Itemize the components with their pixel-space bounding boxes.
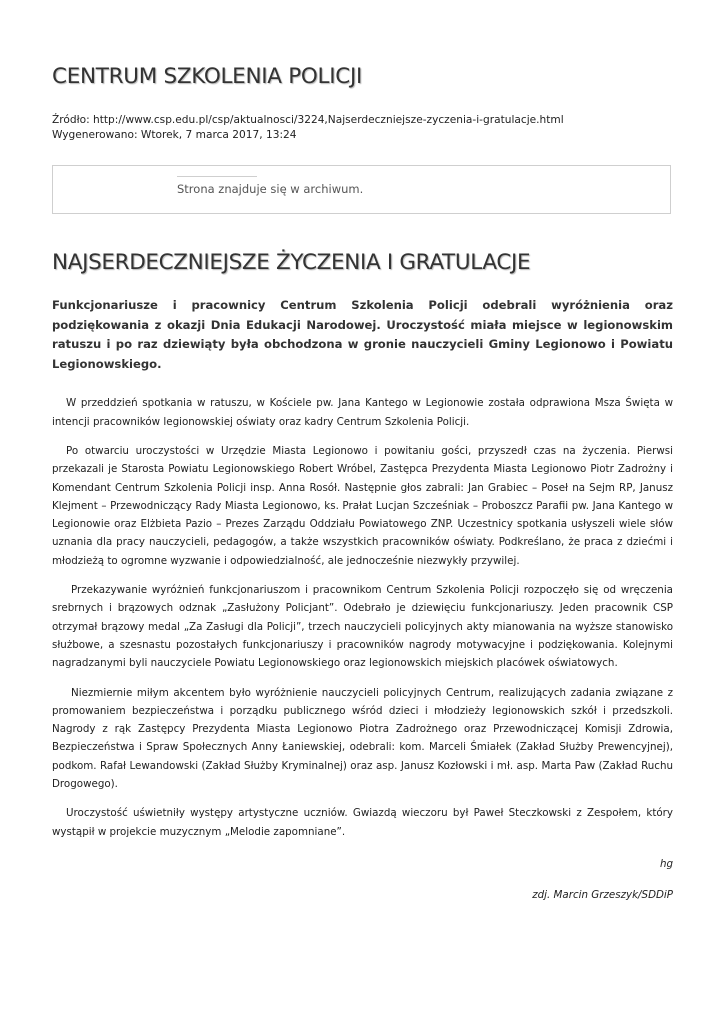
article-content [52, 296, 673, 904]
generated-line: Wygenerowano: Wtorek, 7 marca 2017, 13:24 [52, 128, 297, 141]
source-line: Źródło: http://www.csp.edu.pl/csp/aktualnosci/3224,Najserdeczniejsze-zyczenia-i-gratulacje.html [52, 114, 564, 126]
article-lead: Funkcjonariusze i pracownicy Centrum Szkolenia Policji odebrali wyróżnienia oraz podziękowania z okazji Dnia Edukacji Narodowej. Uroczystość miała miejsce w legionowskim ratuszu i po raz dziewiąty była obchodzona w gronie nauczycieli Gminy Legionowo i Powiatu Legionowskiego. [52, 298, 673, 371]
photo-credit: zdj. Marcin Grzeszyk/SDDiP [532, 888, 673, 901]
article-paragraph: Uroczystość uświetniły występy artystyczne uczniów. Gwiazdą wieczoru był Paweł Steczkowski z Zespołem, który wystąpił w projekcie muzycznym „Melodie zapomniane”. [52, 807, 673, 838]
author-signature: hg [659, 857, 673, 870]
article-title: NAJSERDECZNIEJSZE ŻYCZENIA I GRATULACJE [52, 250, 531, 275]
site-title: CENTRUM SZKOLENIA POLICJI [52, 64, 363, 89]
article-paragraph: W przeddzień spotkania w ratuszu, w Kościele pw. Jana Kantego w Legionowie została odprawiona Msza Święta w intencji pracowników legionowskiej oświaty oraz kadry Centrum Szkolenia Policji. [52, 397, 673, 428]
archive-divider [177, 176, 257, 177]
article-paragraph: Po otwarciu uroczystości w Urzędzie Miasta Legionowo i powitaniu gości, przyszedł czas na życzenia. Pierwsi przekazali je Starosta Powiatu Legionowskiego Robert Wróbel, Zastępca Prezydenta Miasta Legionowo Piotr Zadrożny i Komendant Centrum Szkolenia Policji insp. Anna Rosół. Następnie głos zabrali: Jan Grabiec – Poseł na Sejm RP, Janusz Klejment – Przewodniczący Rady Miasta Legionowo, ks. Prałat Lucjan Szcześniak – Proboszcz Parafii pw. Jana Kantego w Legionowie oraz Elżbieta Pazio – Prezes Zarządu Oddziału Powiatowego ZNP. Uczestnicy spotkania usłyszeli wiele słów uznania dla pracy nauczycieli, pedagogów, a także wszystkich pracowników oświaty. Podkreślano, że praca z dziećmi i młodzieżą to ogromne wyzwanie i odpowiedzialność, ale jednocześnie niezwykły przywilej. [52, 444, 673, 567]
article-paragraph: Przekazywanie wyróżnień funkcjonariuszom i pracownikom Centrum Szkolenia Policji rozpoczęło się od wręczenia srebrnych i brązowych odznak „Zasłużony Policjant”. Odebrało je dziewięciu funkcjonariuszy. Jeden pracownik CSP otrzymał brązowy medal „Za Zasługi dla Policji”, trzech nauczycieli policyjnych akty mianowania na wyższe stanowisko służbowe, a szesnastu pozostałych funkcjonariuszy i pracowników nagrody motywacyjne i podziękowania. Kolejnymi nagradzanymi byli nauczyciele Powiatu Legionowskiego oraz legionowskich miejskich placówek oświatowych. [52, 584, 673, 670]
meta-info [52, 113, 564, 142]
article-paragraph: Niezmiernie miłym akcentem było wyróżnienie nauczycieli policyjnych Centrum, realizujących zadania związane z promowaniem bezpieczeństwa i porządku publicznego wśród dzieci i młodzieży legionowskich szkół i przedszkoli. Nagrody z rąk Zastępcy Prezydenta Miasta Legionowo Piotra Zadrożnego oraz Przewodniczącej Komisji Zdrowia, Bezpieczeństwa i Spraw Społecznych Anny Łaniewskiej, odebrali: kom. Marceli Śmiałek (Zakład Służby Prewencyjnej), podkom. Rafał Lewandowski (Zakład Służby Kryminalnej) oraz asp. Janusz Kozłowski i mł. asp. Marta Paw (Zakład Ruchu Drogowego). [52, 686, 673, 791]
archive-notice-box [52, 165, 671, 214]
archive-notice: Strona znajduje się w archiwum. [177, 182, 364, 196]
